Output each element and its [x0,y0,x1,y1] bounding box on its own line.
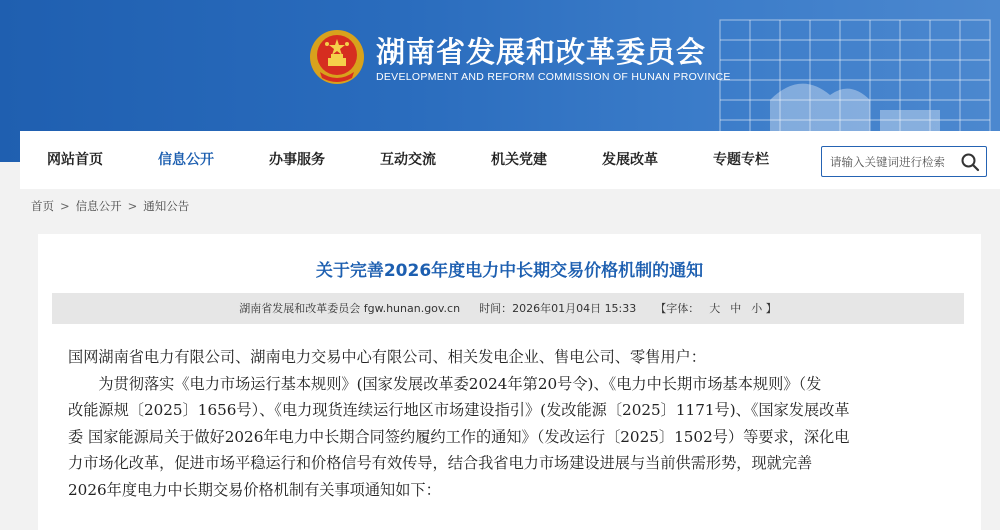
article-meta [52,293,964,324]
search-input[interactable] [822,147,958,176]
font-size-large-button[interactable]: 大 [709,302,721,315]
search-box [821,146,987,177]
article-line: 国网湖南省电力有限公司、湖南电力交易中心有限公司、相关发电企业、售电公司、零售用户： [68,348,706,366]
nav-item-special-topics[interactable]: 专题专栏 [713,152,769,168]
main-nav [20,131,1000,189]
article-time: 时间：2026年01月04日 15:33 [479,302,637,315]
nav-item-interaction[interactable]: 互动交流 [380,152,436,168]
article-card [38,234,981,530]
breadcrumb-info-disclosure[interactable]: 信息公开 [75,199,122,213]
breadcrumb-home[interactable]: 首页 [31,199,54,213]
breadcrumb-notices[interactable]: 通知公告 [143,199,190,213]
nav-item-party-building[interactable]: 机关党建 [491,152,547,168]
breadcrumb [31,198,189,214]
article-line: 为贯彻落实《电力市场运行基本规则》(国家发展改革委2024年第20号令)、《电力中长期市场基本规则》（发 [68,374,822,393]
article-line: 改能源规〔2025〕1656号）、《电力现货连续运行地区市场建设指引》(发改能源〔2025〕1171号)、《国家发展改革 [68,401,850,419]
article-line: 力市场化改革，促进市场平稳运行和价格信号有效传导，结合我省电力市场建设进展与当前供需形势，现就完善 [68,454,813,472]
font-size-close: 】 [765,302,777,315]
search-icon[interactable] [960,152,980,172]
nav-item-development-reform[interactable]: 发展改革 [602,152,658,168]
national-emblem-icon [308,28,366,86]
font-size-label: 【字体： [655,302,700,315]
nav-item-home[interactable]: 网站首页 [47,152,103,168]
breadcrumb-separator: > [127,199,138,213]
nav-item-info-disclosure[interactable]: 信息公开 [158,152,214,168]
article-line: 委 国家能源局关于做好2026年电力中长期合同签约履约工作的通知》（发改运行〔2025〕1502号）等要求，深化电 [68,427,850,446]
site-title: 湖南省发展和改革委员会 [376,35,707,69]
breadcrumb-separator: > [60,199,70,213]
font-size-small-button[interactable]: 小 [751,302,763,315]
font-size-medium-button[interactable]: 中 [730,302,742,315]
article-body [68,344,953,503]
article-line: 2026年度电力中长期交易价格机制有关事项通知如下： [68,480,441,499]
article-title: 关于完善2026年度电力中长期交易价格机制的通知 [315,261,704,281]
nav-item-services[interactable]: 办事服务 [269,152,325,168]
site-subtitle: DEVELOPMENT AND REFORM COMMISSION OF HUNAN PROVINCE [376,71,731,83]
article-source: 湖南省发展和改革委员会 fgw.hunan.gov.cn [239,302,461,315]
